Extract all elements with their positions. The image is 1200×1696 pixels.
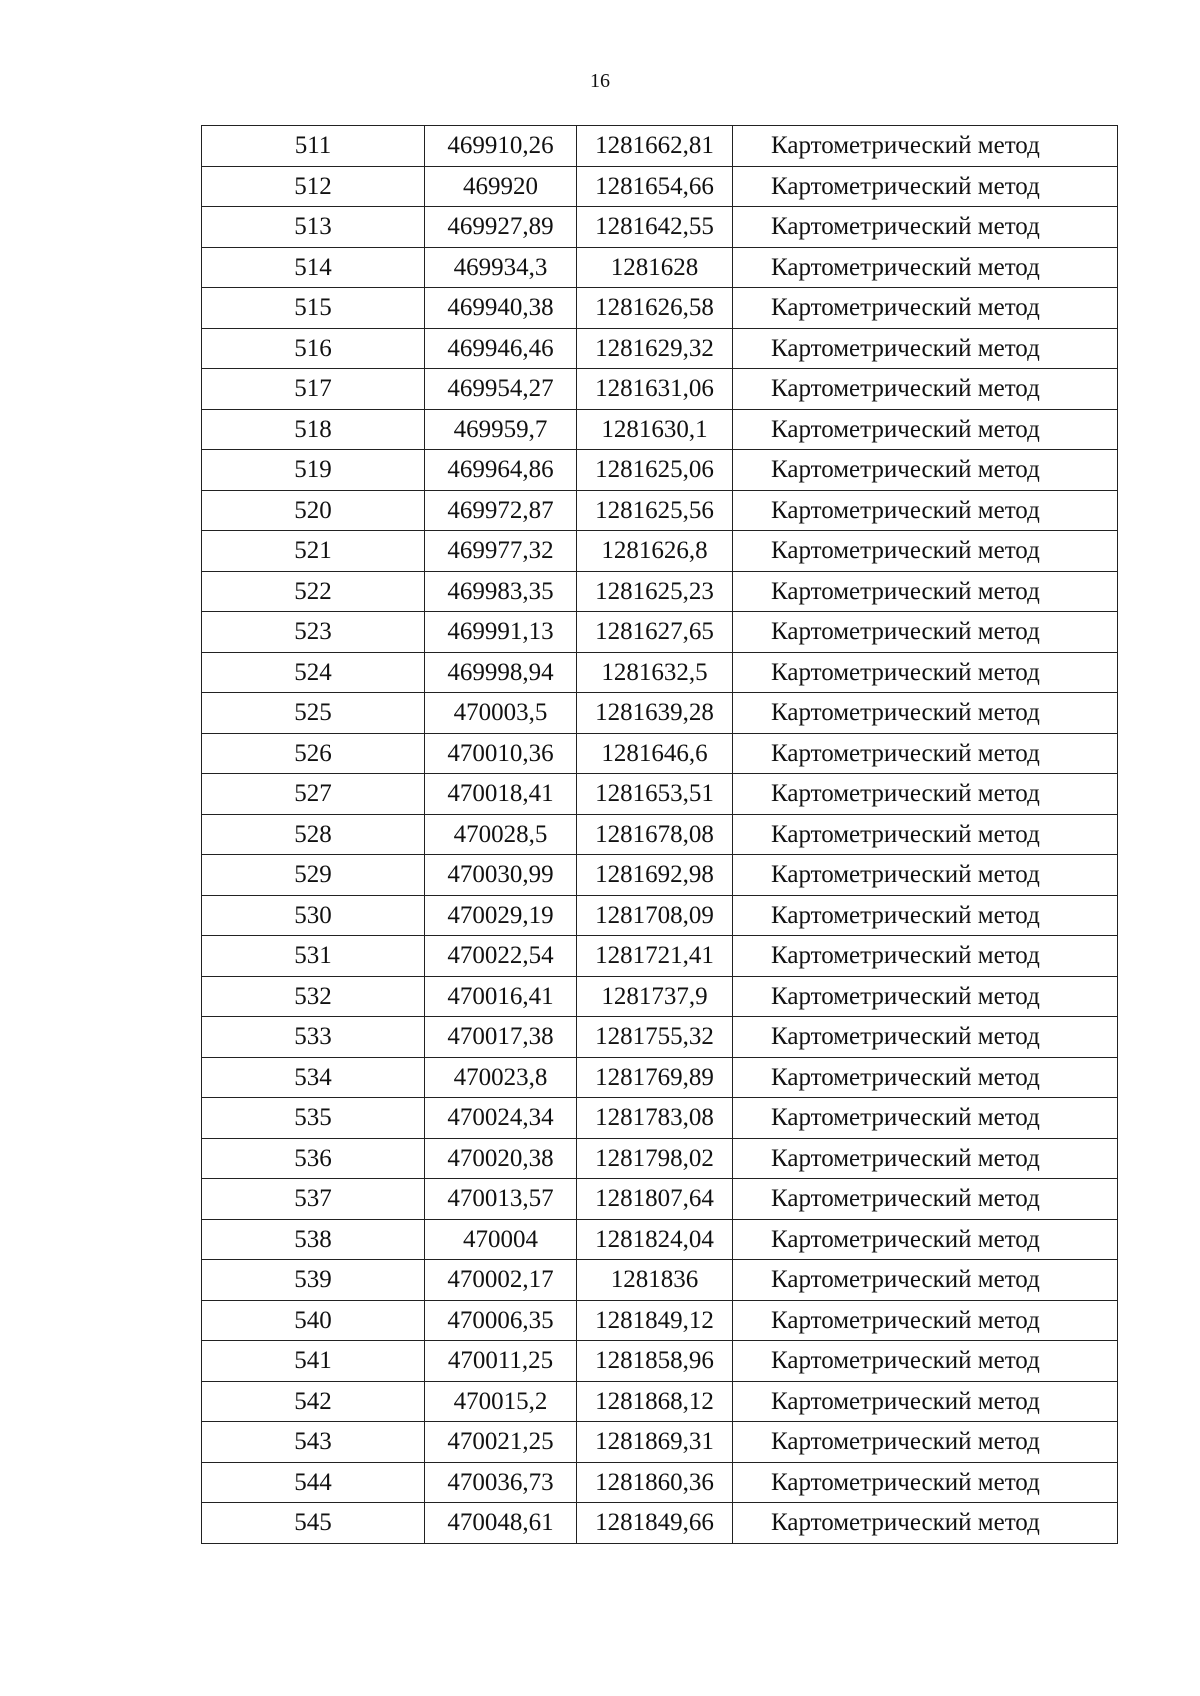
table-row <box>202 126 1118 167</box>
table-row <box>202 895 1118 936</box>
point-number-cell: 517 <box>202 369 425 410</box>
x-coordinate-cell: 470029,19 <box>425 895 577 936</box>
table-row <box>202 1300 1118 1341</box>
method-cell: Картометрический метод <box>733 450 1118 491</box>
y-coordinate-cell: 1281869,31 <box>577 1422 733 1463</box>
method-cell: Картометрический метод <box>733 166 1118 207</box>
point-number-cell: 526 <box>202 733 425 774</box>
point-number-cell: 520 <box>202 490 425 531</box>
table-row <box>202 1503 1118 1544</box>
point-number-cell: 516 <box>202 328 425 369</box>
table-row <box>202 1462 1118 1503</box>
table-row <box>202 1219 1118 1260</box>
y-coordinate-cell: 1281755,32 <box>577 1017 733 1058</box>
method-cell: Картометрический метод <box>733 126 1118 167</box>
x-coordinate-cell: 470024,34 <box>425 1098 577 1139</box>
y-coordinate-cell: 1281708,09 <box>577 895 733 936</box>
table-row <box>202 1017 1118 1058</box>
point-number-cell: 533 <box>202 1017 425 1058</box>
x-coordinate-cell: 470036,73 <box>425 1462 577 1503</box>
table-row <box>202 328 1118 369</box>
x-coordinate-cell: 469920 <box>425 166 577 207</box>
table-row <box>202 1057 1118 1098</box>
point-number-cell: 534 <box>202 1057 425 1098</box>
point-number-cell: 527 <box>202 774 425 815</box>
method-cell: Картометрический метод <box>733 1381 1118 1422</box>
method-cell: Картометрический метод <box>733 490 1118 531</box>
point-number-cell: 542 <box>202 1381 425 1422</box>
point-number-cell: 545 <box>202 1503 425 1544</box>
table-row <box>202 166 1118 207</box>
x-coordinate-cell: 470018,41 <box>425 774 577 815</box>
table-row <box>202 490 1118 531</box>
x-coordinate-cell: 470016,41 <box>425 976 577 1017</box>
method-cell: Картометрический метод <box>733 855 1118 896</box>
point-number-cell: 513 <box>202 207 425 248</box>
method-cell: Картометрический метод <box>733 936 1118 977</box>
method-cell: Картометрический метод <box>733 1503 1118 1544</box>
point-number-cell: 512 <box>202 166 425 207</box>
x-coordinate-cell: 470002,17 <box>425 1260 577 1301</box>
table-row <box>202 1381 1118 1422</box>
method-cell: Картометрический метод <box>733 571 1118 612</box>
method-cell: Картометрический метод <box>733 1462 1118 1503</box>
method-cell: Картометрический метод <box>733 976 1118 1017</box>
point-number-cell: 524 <box>202 652 425 693</box>
y-coordinate-cell: 1281625,06 <box>577 450 733 491</box>
y-coordinate-cell: 1281860,36 <box>577 1462 733 1503</box>
method-cell: Картометрический метод <box>733 288 1118 329</box>
x-coordinate-cell: 470023,8 <box>425 1057 577 1098</box>
table-row <box>202 531 1118 572</box>
point-number-cell: 539 <box>202 1260 425 1301</box>
x-coordinate-cell: 469934,3 <box>425 247 577 288</box>
y-coordinate-cell: 1281824,04 <box>577 1219 733 1260</box>
x-coordinate-cell: 470010,36 <box>425 733 577 774</box>
table-row <box>202 1098 1118 1139</box>
method-cell: Картометрический метод <box>733 774 1118 815</box>
table-row <box>202 693 1118 734</box>
point-number-cell: 535 <box>202 1098 425 1139</box>
point-number-cell: 528 <box>202 814 425 855</box>
method-cell: Картометрический метод <box>733 247 1118 288</box>
x-coordinate-cell: 470030,99 <box>425 855 577 896</box>
table-row <box>202 733 1118 774</box>
table-row <box>202 1179 1118 1220</box>
y-coordinate-cell: 1281662,81 <box>577 126 733 167</box>
method-cell: Картометрический метод <box>733 814 1118 855</box>
method-cell: Картометрический метод <box>733 1138 1118 1179</box>
x-coordinate-cell: 470017,38 <box>425 1017 577 1058</box>
table-row <box>202 774 1118 815</box>
table-row <box>202 652 1118 693</box>
method-cell: Картометрический метод <box>733 1179 1118 1220</box>
table-row <box>202 1422 1118 1463</box>
method-cell: Картометрический метод <box>733 895 1118 936</box>
y-coordinate-cell: 1281642,55 <box>577 207 733 248</box>
point-number-cell: 538 <box>202 1219 425 1260</box>
method-cell: Картометрический метод <box>733 369 1118 410</box>
point-number-cell: 532 <box>202 976 425 1017</box>
y-coordinate-cell: 1281807,64 <box>577 1179 733 1220</box>
method-cell: Картометрический метод <box>733 1300 1118 1341</box>
method-cell: Картометрический метод <box>733 693 1118 734</box>
table-row <box>202 814 1118 855</box>
table-row <box>202 1260 1118 1301</box>
y-coordinate-cell: 1281849,12 <box>577 1300 733 1341</box>
y-coordinate-cell: 1281625,23 <box>577 571 733 612</box>
x-coordinate-cell: 469983,35 <box>425 571 577 612</box>
y-coordinate-cell: 1281798,02 <box>577 1138 733 1179</box>
point-number-cell: 511 <box>202 126 425 167</box>
y-coordinate-cell: 1281629,32 <box>577 328 733 369</box>
x-coordinate-cell: 470022,54 <box>425 936 577 977</box>
x-coordinate-cell: 470021,25 <box>425 1422 577 1463</box>
x-coordinate-cell: 469959,7 <box>425 409 577 450</box>
y-coordinate-cell: 1281836 <box>577 1260 733 1301</box>
y-coordinate-cell: 1281630,1 <box>577 409 733 450</box>
x-coordinate-cell: 470004 <box>425 1219 577 1260</box>
table-row <box>202 450 1118 491</box>
y-coordinate-cell: 1281858,96 <box>577 1341 733 1382</box>
y-coordinate-cell: 1281737,9 <box>577 976 733 1017</box>
y-coordinate-cell: 1281849,66 <box>577 1503 733 1544</box>
table-row <box>202 976 1118 1017</box>
table-row <box>202 612 1118 653</box>
y-coordinate-cell: 1281639,28 <box>577 693 733 734</box>
y-coordinate-cell: 1281626,58 <box>577 288 733 329</box>
y-coordinate-cell: 1281721,41 <box>577 936 733 977</box>
method-cell: Картометрический метод <box>733 1057 1118 1098</box>
x-coordinate-cell: 470011,25 <box>425 1341 577 1382</box>
point-number-cell: 536 <box>202 1138 425 1179</box>
y-coordinate-cell: 1281769,89 <box>577 1057 733 1098</box>
x-coordinate-cell: 469927,89 <box>425 207 577 248</box>
table-row <box>202 288 1118 329</box>
point-number-cell: 544 <box>202 1462 425 1503</box>
x-coordinate-cell: 469964,86 <box>425 450 577 491</box>
table-row <box>202 936 1118 977</box>
x-coordinate-cell: 470020,38 <box>425 1138 577 1179</box>
y-coordinate-cell: 1281625,56 <box>577 490 733 531</box>
point-number-cell: 519 <box>202 450 425 491</box>
x-coordinate-cell: 469910,26 <box>425 126 577 167</box>
point-number-cell: 540 <box>202 1300 425 1341</box>
table-row <box>202 409 1118 450</box>
method-cell: Картометрический метод <box>733 652 1118 693</box>
table-row <box>202 855 1118 896</box>
x-coordinate-cell: 470013,57 <box>425 1179 577 1220</box>
method-cell: Картометрический метод <box>733 328 1118 369</box>
x-coordinate-cell: 470015,2 <box>425 1381 577 1422</box>
point-number-cell: 522 <box>202 571 425 612</box>
y-coordinate-cell: 1281627,65 <box>577 612 733 653</box>
point-number-cell: 515 <box>202 288 425 329</box>
table-row <box>202 207 1118 248</box>
point-number-cell: 531 <box>202 936 425 977</box>
method-cell: Картометрический метод <box>733 612 1118 653</box>
y-coordinate-cell: 1281626,8 <box>577 531 733 572</box>
y-coordinate-cell: 1281632,5 <box>577 652 733 693</box>
table-row <box>202 247 1118 288</box>
x-coordinate-cell: 469946,46 <box>425 328 577 369</box>
page-number: 16 <box>590 70 610 92</box>
method-cell: Картометрический метод <box>733 1219 1118 1260</box>
method-cell: Картометрический метод <box>733 1260 1118 1301</box>
y-coordinate-cell: 1281692,98 <box>577 855 733 896</box>
point-number-cell: 529 <box>202 855 425 896</box>
table-row <box>202 571 1118 612</box>
point-number-cell: 537 <box>202 1179 425 1220</box>
method-cell: Картометрический метод <box>733 1017 1118 1058</box>
y-coordinate-cell: 1281868,12 <box>577 1381 733 1422</box>
y-coordinate-cell: 1281631,06 <box>577 369 733 410</box>
coordinates-table <box>201 125 1118 1544</box>
point-number-cell: 525 <box>202 693 425 734</box>
point-number-cell: 521 <box>202 531 425 572</box>
table-row <box>202 1138 1118 1179</box>
x-coordinate-cell: 469940,38 <box>425 288 577 329</box>
method-cell: Картометрический метод <box>733 207 1118 248</box>
x-coordinate-cell: 470048,61 <box>425 1503 577 1544</box>
y-coordinate-cell: 1281783,08 <box>577 1098 733 1139</box>
y-coordinate-cell: 1281628 <box>577 247 733 288</box>
x-coordinate-cell: 470003,5 <box>425 693 577 734</box>
y-coordinate-cell: 1281678,08 <box>577 814 733 855</box>
method-cell: Картометрический метод <box>733 1422 1118 1463</box>
y-coordinate-cell: 1281646,6 <box>577 733 733 774</box>
x-coordinate-cell: 469991,13 <box>425 612 577 653</box>
table-row <box>202 369 1118 410</box>
point-number-cell: 543 <box>202 1422 425 1463</box>
x-coordinate-cell: 469977,32 <box>425 531 577 572</box>
method-cell: Картометрический метод <box>733 531 1118 572</box>
method-cell: Картометрический метод <box>733 409 1118 450</box>
point-number-cell: 518 <box>202 409 425 450</box>
x-coordinate-cell: 469998,94 <box>425 652 577 693</box>
y-coordinate-cell: 1281653,51 <box>577 774 733 815</box>
method-cell: Картометрический метод <box>733 1098 1118 1139</box>
x-coordinate-cell: 470006,35 <box>425 1300 577 1341</box>
x-coordinate-cell: 470028,5 <box>425 814 577 855</box>
x-coordinate-cell: 469972,87 <box>425 490 577 531</box>
method-cell: Картометрический метод <box>733 1341 1118 1382</box>
x-coordinate-cell: 469954,27 <box>425 369 577 410</box>
method-cell: Картометрический метод <box>733 733 1118 774</box>
point-number-cell: 530 <box>202 895 425 936</box>
point-number-cell: 523 <box>202 612 425 653</box>
coordinates-table-body <box>202 126 1118 1544</box>
point-number-cell: 514 <box>202 247 425 288</box>
y-coordinate-cell: 1281654,66 <box>577 166 733 207</box>
point-number-cell: 541 <box>202 1341 425 1382</box>
table-row <box>202 1341 1118 1382</box>
